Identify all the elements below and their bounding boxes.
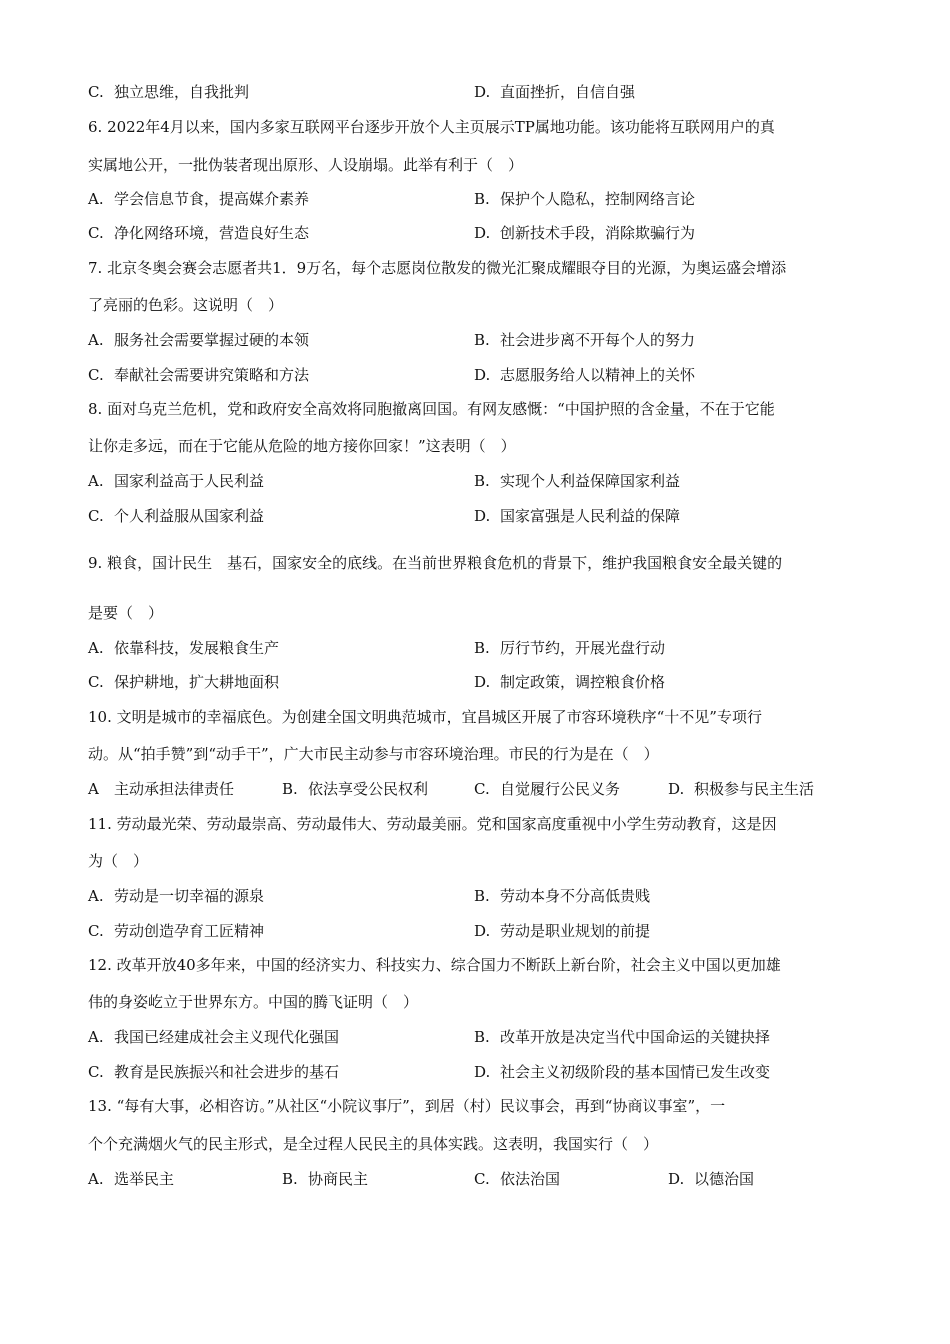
q7-option-c: C. 奉献社会需要讲究策略和方法 [88, 366, 310, 384]
q7-option-d: D. 志愿服务给人以精神上的关怀 [474, 366, 696, 384]
q9-option-a: A. 依靠科技，发展粮食生产 [88, 639, 280, 657]
q7-option-a: A. 服务社会需要掌握过硬的本领 [88, 331, 310, 349]
q9-option-d: D. 制定政策，调控粮食价格 [474, 673, 666, 691]
q12-stem-line-1: 12. 改革开放40多年来，中国的经济实力、科技实力、综合国力不断跃上新台阶，社会主义中国以更加雄 [88, 956, 781, 974]
q11-option-d: D. 劳动是职业规划的前提 [474, 922, 651, 940]
q9-stem-line-1: 9. 粮食，国计民生 基石，国家安全的底线。在当前世界粮食危机的背景下，维护我国粮食安全最关键的 [88, 554, 783, 572]
q10-stem-line-2: 动。从“拍手赞”到“动手干”，广大市民主动参与市容环境治理。市民的行为是在（ ） [88, 745, 659, 763]
q6-stem-line-2: 实属地公开，一批伪装者现出原形、人设崩塌。此举有利于（ ） [88, 156, 524, 174]
q6-option-a: A. 学会信息节食，提高媒介素养 [88, 190, 310, 208]
q6-stem-line-1: 6. 2022年4月以来，国内多家互联网平台逐步开放个人主页展示TP属地功能。该功能将互联网用户的真 [88, 118, 775, 136]
q9-option-b: B. 厉行节约，开展光盘行动 [474, 639, 666, 657]
q5-option-c: C. 独立思维，自我批判 [88, 83, 250, 101]
q13-stem-line-2: 个个充满烟火气的民主形式，是全过程人民民主的具体实践。这表明，我国实行（ ） [88, 1135, 659, 1153]
q9-option-c: C. 保护耕地，扩大耕地面积 [88, 673, 280, 691]
q13-option-b: B. 协商民主 [282, 1170, 369, 1188]
q12-option-d: D. 社会主义初级阶段的基本国情已发生改变 [474, 1063, 771, 1081]
q11-stem-line-2: 为（ ） [88, 852, 149, 870]
q13-option-a: A. 选举民主 [88, 1170, 175, 1188]
q8-stem-line-1: 8. 面对乌克兰危机，党和政府安全高效将同胞撤离回国。有网友感慨：“中国护照的含金量，不在于它能 [88, 400, 775, 418]
q8-stem-line-2: 让你走多远，而在于它能从危险的地方接你回家！”这表明（ ） [88, 437, 516, 455]
q10-option-b: B. 依法享受公民权利 [282, 780, 429, 798]
q6-option-c: C. 净化网络环境，营造良好生态 [88, 224, 310, 242]
q7-stem-line-2: 了亮丽的色彩。这说明（ ） [88, 296, 284, 314]
q8-option-a: A. 国家利益高于人民利益 [88, 472, 265, 490]
q13-stem-line-1: 13. “每有大事，必相咨访。”从社区“小院议事厅”，到居（村）民议事会，再到“协商议事室”，一 [88, 1097, 726, 1115]
q6-option-b: B. 保护个人隐私，控制网络言论 [474, 190, 696, 208]
q13-option-d: D. 以德治国 [668, 1170, 755, 1188]
q12-option-a: A. 我国已经建成社会主义现代化强国 [88, 1028, 340, 1046]
q8-option-d: D. 国家富强是人民利益的保障 [474, 507, 681, 525]
q12-stem-line-2: 伟的身姿屹立于世界东方。中国的腾飞证明（ ） [88, 993, 419, 1011]
q13-option-c: C. 依法治国 [474, 1170, 561, 1188]
q10-option-d: D. 积极参与民主生活 [668, 780, 815, 798]
q11-option-c: C. 劳动创造孕育工匠精神 [88, 922, 265, 940]
q6-option-d: D. 创新技术手段，消除欺骗行为 [474, 224, 696, 242]
q12-option-b: B. 改革开放是决定当代中国命运的关键抉择 [474, 1028, 771, 1046]
q5-option-d: D. 直面挫折，自信自强 [474, 83, 636, 101]
q8-option-b: B. 实现个人利益保障国家利益 [474, 472, 681, 490]
q10-option-c: C. 自觉履行公民义务 [474, 780, 621, 798]
q9-stem-line-2: 是要（ ） [88, 604, 164, 622]
q7-option-b: B. 社会进步离不开每个人的努力 [474, 331, 696, 349]
q11-option-a: A. 劳动是一切幸福的源泉 [88, 887, 265, 905]
q10-option-a: A 主动承担法律责任 [88, 780, 235, 798]
q10-stem-line-1: 10. 文明是城市的幸福底色。为创建全国文明典范城市，宜昌城区开展了市容环境秩序“十不见”专项行 [88, 708, 762, 726]
q12-option-c: C. 教育是民族振兴和社会进步的基石 [88, 1063, 340, 1081]
q11-option-b: B. 劳动本身不分高低贵贱 [474, 887, 651, 905]
q8-option-c: C. 个人利益服从国家利益 [88, 507, 265, 525]
q11-stem-line-1: 11. 劳动最光荣、劳动最崇高、劳动最伟大、劳动最美丽。党和国家高度重视中小学生劳动教育，这是因 [88, 815, 777, 833]
q7-stem-line-1: 7. 北京冬奥会赛会志愿者共1．9万名，每个志愿岗位散发的微光汇聚成耀眼夺目的光源，为奥运盛会增添 [88, 259, 787, 277]
